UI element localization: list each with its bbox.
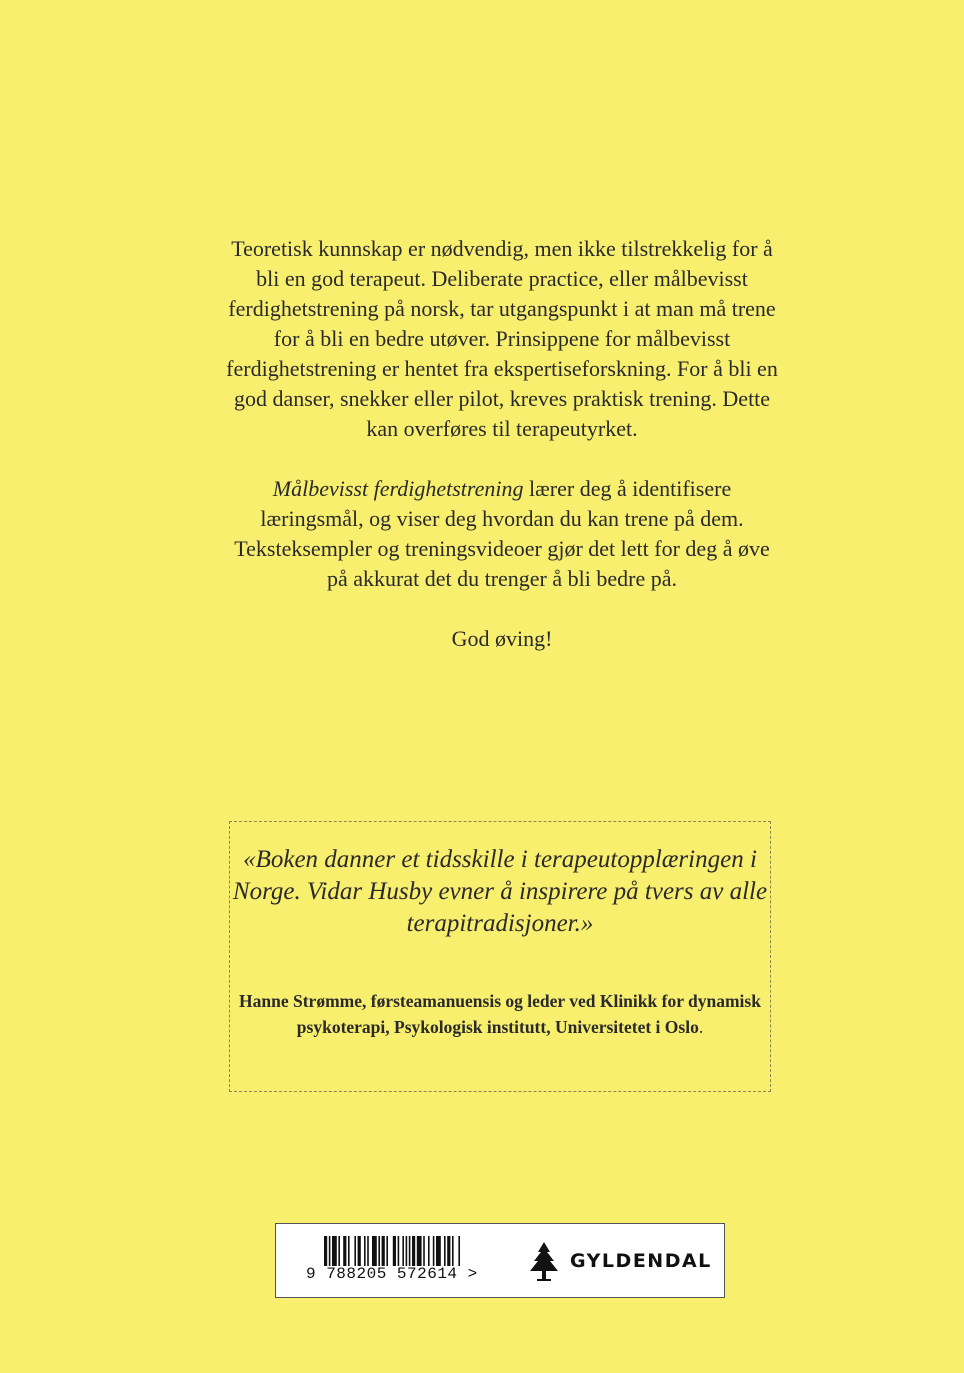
barcode-bar [372,1236,377,1266]
barcode-bar [332,1236,337,1266]
book-title-italic: Målbevisst ferdighetstrening [272,476,524,501]
fir-tree-icon [527,1241,561,1283]
barcode-bar [452,1236,454,1266]
barcode-bar [406,1236,408,1266]
isbn-digits: 9 788205 572614 > [306,1265,478,1283]
blurb-paragraph-2-text: lærer deg å identifisere læringsmål, og viser deg hvordan du kan trene på dem. Teksteksempler og treningsvideoer gjør det lett for deg å øve på akkurat det du trenger å bli bedre på. [234,476,770,591]
barcode-bar [378,1236,380,1266]
barcode-bar [436,1236,441,1266]
barcode-panel [275,1223,725,1298]
barcode-bar [402,1236,404,1266]
quote-attribution-end: . [698,1017,704,1037]
publisher-name: GYLDENDAL [570,1250,712,1272]
barcode-bar [338,1236,340,1266]
barcode-bar [444,1236,446,1266]
quote-attribution-text: Hanne Strømme, førsteamanuensis og leder ved Klinikk for dynamisk psykoterapi, Psykologisk institutt, Universitetet i Oslo [239,991,761,1037]
barcode-bar [458,1236,460,1266]
blurb-paragraph-3: God øving! [451,626,553,651]
barcode-bar [364,1236,366,1266]
review-quote: «Boken danner et tidsskille i terapeutopplæringen i Norge. Vidar Husby evner å inspirere på tvers av alle terapitradisjoner.» [232,846,768,937]
barcode-bar [348,1236,350,1266]
barcode-bar [398,1236,400,1266]
barcode-bar [417,1236,422,1266]
barcode-bar [386,1236,388,1266]
barcode-bar [433,1236,435,1266]
barcode-bar [343,1236,346,1266]
back-cover-blurb [222,234,782,654]
blurb-paragraph-1: Teoretisk kunnskap er nødvendig, men ikke tilstrekkelig for å bli en god terapeut. Deliberate practice, eller målbevisst ferdighetstrening på norsk, tar utgangspunkt i at man må trene for å bli en bedre utøver. Prinsippene for målbevisst ferdighetstrening er hentet fra ekspertiseforskning. For å bli en god danser, snekker eller pilot, kreves praktisk trening. Dette kan overføres til terapeutyrket. [226,236,778,441]
barcode-bar [329,1236,331,1266]
barcode-bar [423,1236,425,1266]
barcode-bar [447,1236,450,1266]
barcode-bar [367,1236,369,1266]
barcode-bar [324,1236,327,1266]
blurb-paragraph-2 [222,474,782,594]
barcode-bar [412,1236,415,1266]
barcode-bar [382,1236,385,1266]
barcode-bar [393,1236,396,1266]
quote-attribution [230,988,770,1040]
barcode-bar [354,1236,356,1266]
barcode-bar [409,1236,411,1266]
barcode-bar [358,1236,361,1266]
review-quote-box [229,821,771,1092]
barcode-bar [428,1236,430,1266]
isbn-barcode [306,1236,516,1268]
